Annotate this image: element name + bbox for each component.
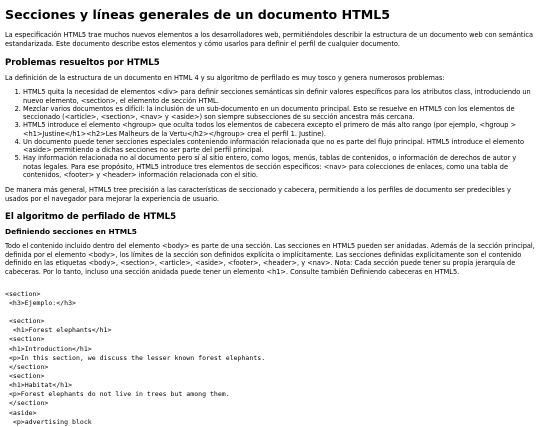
algorithm-heading: El algoritmo de perfilado de HTML5 [5, 212, 177, 223]
problem-item-5: 5. Hay información relacionada no al documento pero sí al sitio entero, como logos, menús, tablas de contenidos, o información de derechos de autor y notas legales. Para ese propósito, HTML5 introduce tres elementos de sección específicos: <nav> para colecciones de enlaces, como una tabla de contenidos, <footer> y <header> información relacionada con el sitio. [23, 154, 535, 179]
problems-list [5, 88, 535, 179]
sections-subheading: Definiendo secciones en HTML5 [5, 227, 137, 237]
sections-paragraph: Todo el contenido incluido dentro del elemento <body> es parte de una sección. Las secciones en HTML5 pueden ser anidadas. Además de la sección principal, definida por el elemento <body>, los límites de la sección son definidos explícita o implícitamente. Las secciones definidas explícitamente son el contenido definido en las etiquetas <body>, <section>, <article>, <aside>, <footer>, <header>, y <nav>. Nota: Cada sección puede tener su propia jerarquía de cabeceras. Por lo tanto, incluso una sección anidada puede tener un elemento <h1>. Consulte también Definiendo cabeceras en HTML5. [5, 242, 535, 277]
page-title: Secciones y líneas generales de un documento HTML5 [5, 7, 391, 22]
problems-summary: De manera más general, HTML5 tree precisión a las características de seccionado y cabecera, permitiendo a los perfiles de documento ser predecibles y usados por el navegador para mejorar la experiencia de usuario. [5, 186, 511, 203]
problem-item-4: 4. Un documento puede tener secciones especiales conteniendo información relacionada que no es parte del flujo principal. HTML5 introduce el elemento <aside> permitiendo a dichas secciones no ser parte del perfil principal. [23, 138, 535, 154]
problem-item-1: 1. HTML5 quita la necesidad de elementos <div> para definir secciones semánticas sin definir valores específicos para los atributos class, introduciendo un nuevo elemento, <section>, el elemento de sección HTML. [23, 88, 535, 104]
problem-item-3: 3. HTML5 introduce el elemento <hgroup> que oculta todos los elementos de cabecera excepto el primero de más alto rango (por ejemplo, <hgroup > <h1>Justine</h1><h2>Les Malheurs de la Vertu</h2></hgroup> crea el perfil 1. Justine). [23, 121, 535, 137]
problems-heading: Problemas resueltos por HTML5 [5, 57, 160, 68]
problem-item-2: 2. Mezclar varios documentos es difícil: la inclusión de un sub-documento en un documento principal. Esto se resuelve en HTML5 con los elementos de seccionado (<article>, <section>, <nav> y <aside>) son siempre subsecciones de su sección ancestra más cercana. [23, 105, 535, 121]
code-example: <section> <h3>Ejemplo:</h3> <section> <h1>Forest elephants</h1> <section> <h1>Introduction</h1> <p>In this section, we discuss the lesser known forest elephants. </section> <section> <h1>Habitat</h1> <p>Forest elephants do not live in trees but among them. </section> <aside> <p>advertising block [5, 289, 266, 426]
intro-paragraph: La especificación HTML5 trae muchos nuevos elementos a los desarrolladores web, permitiéndoles describir la estructura de un documento web con semántica estandarizada. Este documento describe estos elementos y cómo usarlos para definir el perfil de cualquier documento. [5, 31, 533, 49]
problems-lead: La definición de la estructura de un documento en HTML 4 y su algoritmo de perfilado es muy tosco y genera numerosos problemas: [5, 73, 445, 82]
